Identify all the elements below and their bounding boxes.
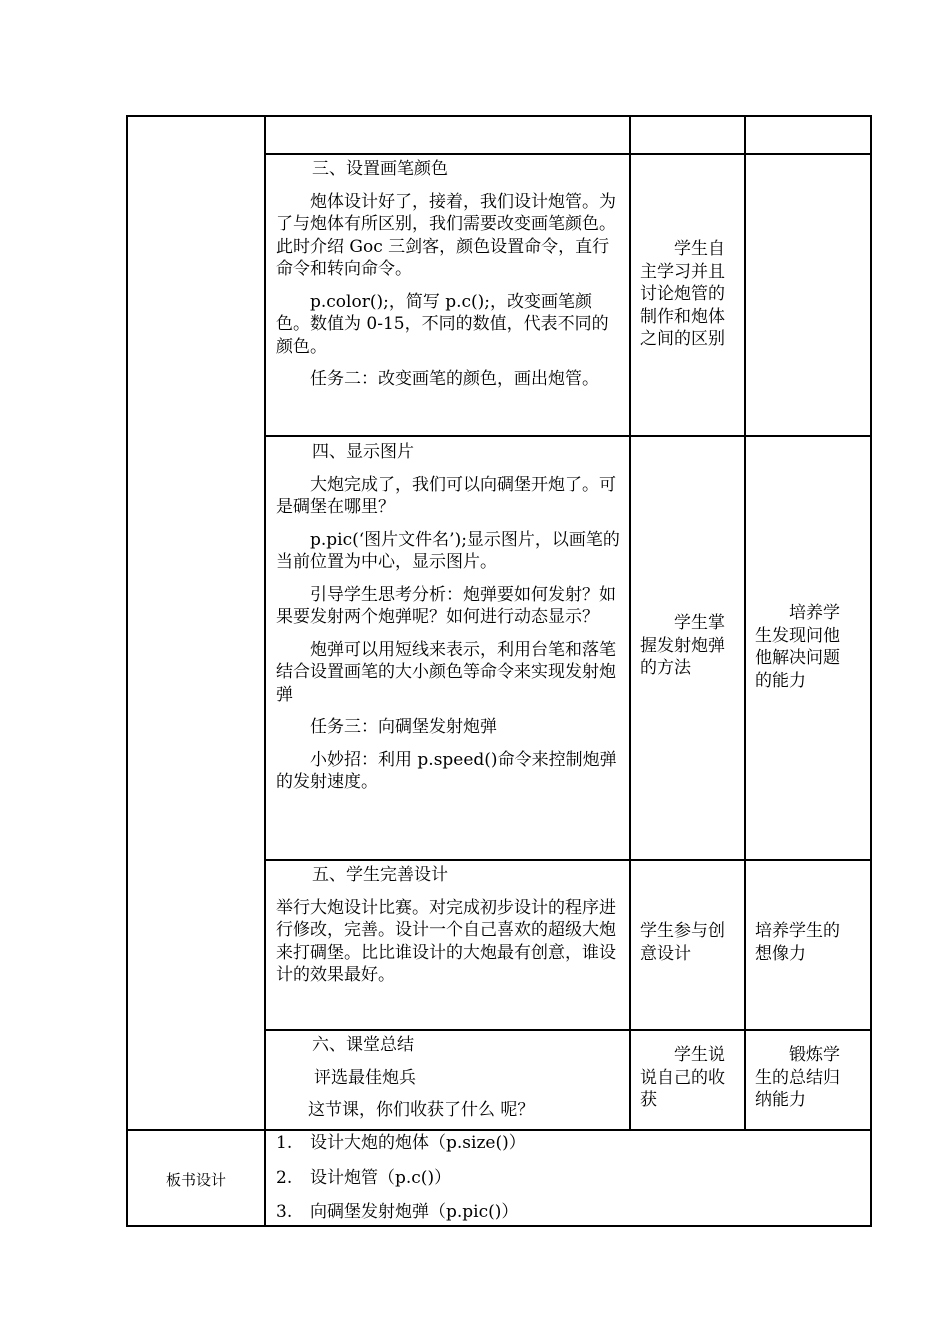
row-line-top [126, 115, 872, 117]
section5-heading: 五、学生完善设计 [312, 865, 448, 885]
section6-heading: 六、课堂总结 [312, 1035, 414, 1055]
col-line-1 [264, 115, 266, 1227]
col-line-right [870, 115, 872, 1227]
section3-activity: 学生自主学习并且讨论炮管的制作和炮体之间的区别 [640, 239, 725, 349]
section5-content [276, 864, 622, 987]
section4-p3: 引导学生思考分析：炮弹要如何发射？如果要发射两个炮弹呢？如何进行动态显示？ [276, 584, 616, 627]
section3-content [276, 158, 622, 391]
col-line-2 [629, 115, 631, 1131]
section4-content [276, 441, 622, 794]
board-item: 2. 设计炮管（p.c()） [276, 1167, 452, 1188]
section6-p1: 评选最佳炮兵 [314, 1067, 416, 1088]
board-item: 3. 向碉堡发射炮弹（p.pic()） [276, 1202, 519, 1222]
row-line-bottom [126, 1225, 872, 1227]
board-label: 板书设计 [165, 1171, 226, 1189]
col-line-3 [744, 115, 746, 1131]
section3-p3: 任务二：改变画笔的颜色，画出炮管。 [310, 369, 599, 389]
section5-intent: 培养学生的想像力 [755, 921, 840, 964]
section5-p1: 举行大炮设计比赛。对完成初步设计的程序进行修改，完善。设计一个自己喜欢的超级大炮来打碉堡。比比谁设计的大炮最有创意，谁设计的效果最好。 [276, 897, 616, 985]
section4-p1: 大炮完成了，我们可以向碉堡开炮了。可是碉堡在哪里？ [276, 474, 616, 517]
section4-p6: 小妙招：利用 p.speed()命令来控制炮弹的发射速度。 [276, 749, 617, 792]
section6-content [276, 1034, 622, 1122]
section6-activity: 学生说说自己的收获 [640, 1045, 725, 1110]
row-line-2 [265, 435, 872, 437]
section6-p2: 这节课，你们收获了什么 呢？ [308, 1100, 535, 1120]
section4-p4: 炮弹可以用短线来表示，利用台笔和落笔结合设置画笔的大小颜色等命令来实现发射炮弹 [276, 639, 616, 705]
section4-activity: 学生掌握发射炮弹的方法 [640, 613, 725, 678]
section6-intent: 锻炼学生的总结归纳能力 [755, 1045, 840, 1110]
section3-p1: 炮体设计好了，接着，我们设计炮管。为了与炮体有所区别，我们需要改变画笔颜色。此时介绍 Goc 三剑客，颜色设置命令，直行命令和转向命令。 [276, 191, 616, 279]
section4-p2: p.pic(‘图片文件名’);显示图片，以画笔的当前位置为中心，显示图片。 [276, 529, 620, 572]
section4-intent: 培养学生发现问他他解决问题的能力 [755, 603, 840, 691]
col-line-left [126, 115, 128, 1227]
row-line-5 [126, 1129, 872, 1131]
row-line-4 [265, 1029, 872, 1031]
section3-heading: 三、设置画笔颜色 [312, 159, 448, 179]
row-line-3 [265, 859, 872, 861]
row-line-1 [265, 153, 872, 155]
board-items [276, 1132, 856, 1224]
section4-heading: 四、显示图片 [312, 442, 414, 462]
board-item: 1. 设计大炮的炮体（p.size()） [276, 1133, 526, 1153]
section3-p2: p.color();，简写 p.c();，改变画笔颜色。数值为 0-15，不同的数值，代表不同的颜色。 [276, 291, 609, 357]
section4-p5: 任务三：向碉堡发射炮弹 [310, 717, 497, 737]
section5-activity: 学生参与创意设计 [640, 921, 725, 964]
